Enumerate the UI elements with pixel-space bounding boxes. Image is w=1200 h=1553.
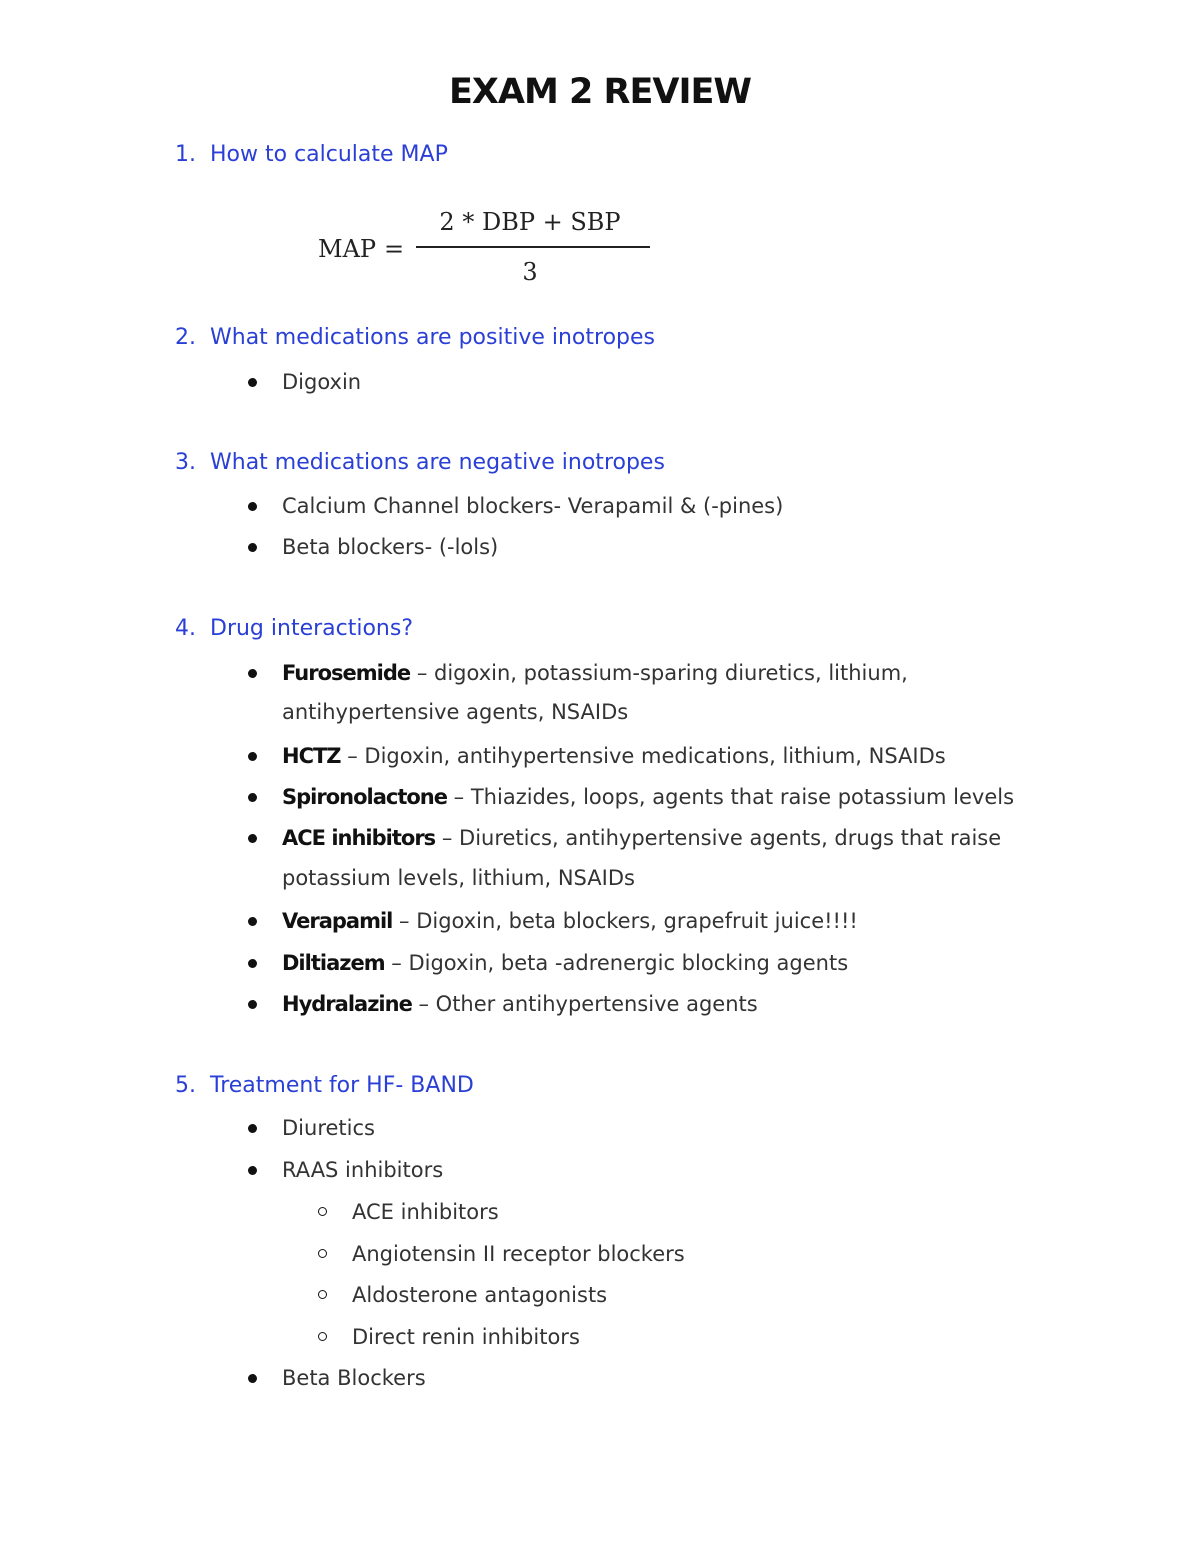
hollow-bullet-icon [318, 1249, 327, 1258]
question-text: How to calculate MAP [210, 142, 448, 167]
question-number: 5. [175, 1073, 196, 1098]
bullet-icon [248, 543, 257, 552]
hollow-bullet-icon [318, 1207, 327, 1216]
question-number: 2. [175, 325, 196, 350]
drug-name: ACE inhibitors [282, 826, 436, 850]
question-number: 4. [175, 616, 196, 641]
question-text: Treatment for HF- BAND [210, 1073, 474, 1098]
bullet-icon [248, 1374, 257, 1383]
formula-numerator: 2 * DBP + SBP [439, 208, 621, 236]
list-item-continuation: potassium levels, lithium, NSAIDs [282, 866, 635, 890]
drug-name: HCTZ [282, 744, 341, 768]
drug-name: Hydralazine [282, 992, 412, 1016]
bullet-icon [248, 959, 257, 968]
question-2 [175, 325, 655, 350]
bullet-icon [248, 1166, 257, 1175]
formula-denominator: 3 [522, 258, 538, 286]
question-text: What medications are negative inotropes [210, 450, 665, 475]
bullet-icon [248, 378, 257, 387]
fraction-bar [416, 246, 650, 248]
bullet-icon [248, 917, 257, 926]
bullet-icon [248, 793, 257, 802]
question-text: What medications are positive inotropes [210, 325, 655, 350]
page-title: EXAM 2 REVIEW [448, 72, 752, 112]
drug-name: Furosemide [282, 661, 411, 685]
list-item-continuation: antihypertensive agents, NSAIDs [282, 700, 629, 724]
formula-lhs: MAP [318, 235, 377, 263]
bullet-icon [248, 752, 257, 761]
bullet-icon [248, 1000, 257, 1009]
bullet-icon [248, 1124, 257, 1133]
drug-name: Spironolactone [282, 785, 447, 809]
question-5 [175, 1073, 474, 1098]
question-number: 1. [175, 142, 196, 167]
hollow-bullet-icon [318, 1332, 327, 1341]
map-formula [310, 200, 670, 300]
bullet-icon [248, 669, 257, 678]
formula-equals: = [384, 235, 405, 263]
hollow-bullet-icon [318, 1290, 327, 1299]
bullet-icon [248, 834, 257, 843]
question-number: 3. [175, 450, 196, 475]
question-text: Drug interactions? [210, 616, 414, 641]
drug-name: Diltiazem [282, 951, 385, 975]
question-3 [175, 450, 665, 475]
drug-name: Verapamil [282, 909, 393, 933]
question-4 [175, 616, 413, 641]
question-1 [175, 142, 448, 167]
bullet-icon [248, 502, 257, 511]
